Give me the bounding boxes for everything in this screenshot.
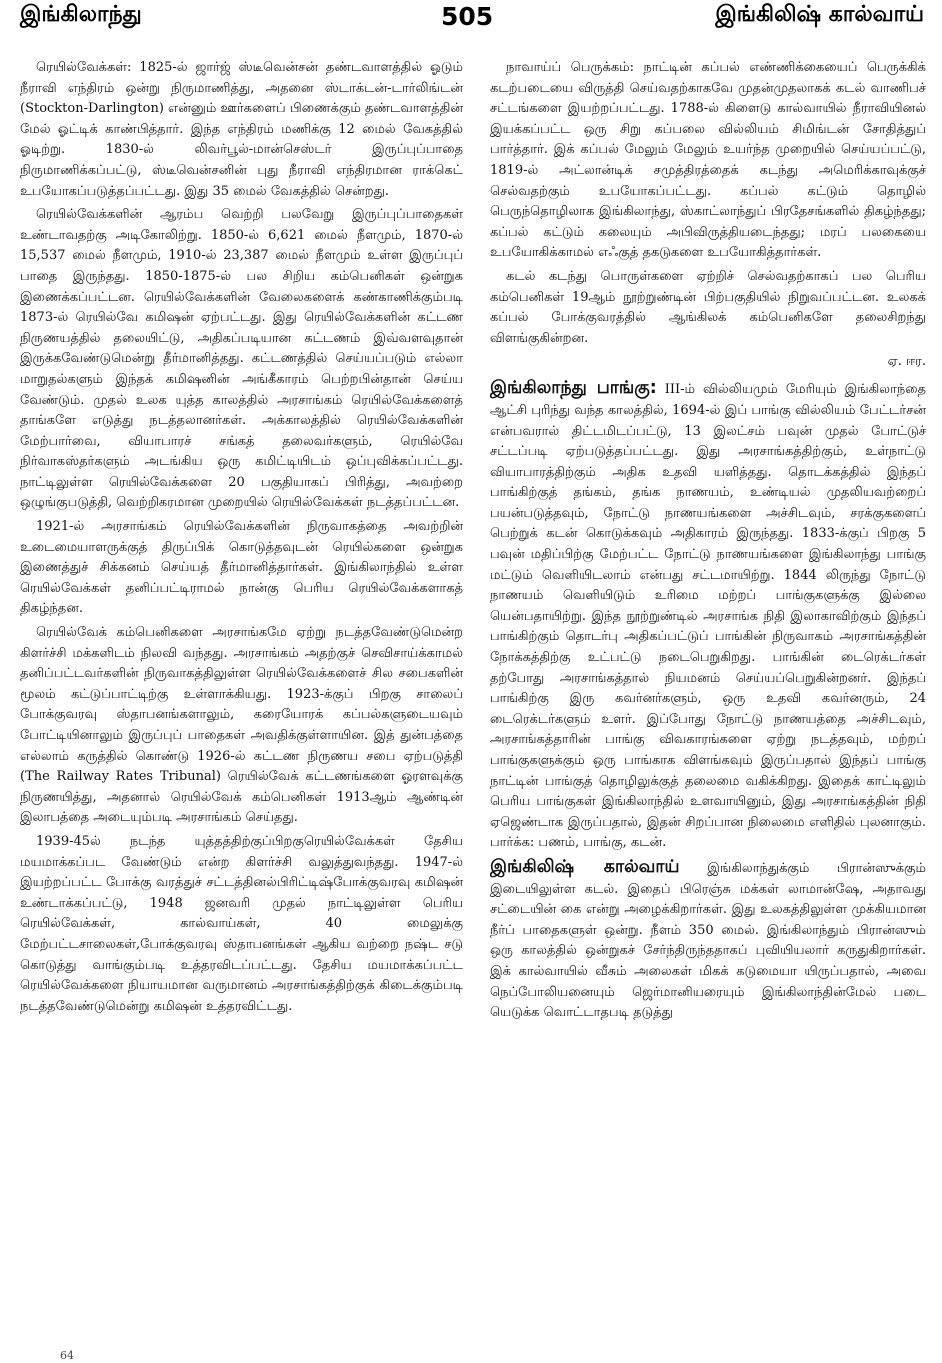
railway-growth-paragraph: ரெயில்வேக்களின் ஆரம்ப வெற்றி பலவேறு இருப்புப்பாதைகள் உண்டாவதற்கு அடிகோலிற்று. 1850-ல் 6,621 மைல் நீளமும், 1870-ல் 15,537 மைல் நீளமும், 1910-ல் 23,387 மைல் நீளமும் உள்ள இருப்புப் பாதை இருந்தது. 1850-1875-ல் பல சிறிய கம்பெனிகள் ஒன்றுக இணைக்கப்பட்டன. ரெயில்வேக்களின் வேலைகளைக் கண்காணிக்கும்படி 1873-ல் ரெயில்வே கமிஷன் ஏற்பட்டது. இது ரெயில்வேக்களின் கட்டண நிருணயத்தில் தலையிட்டு, அதிகப்படியான கட்டணம் இவ்வளவுதான் இருக்கவேண்டுமென்று தீர்மானித்தது. கட்டணத்தில் செய்யப்படும் எல்லா மாறுதல்களும் இந்தக் கமிஷனின் அங்கீகாரம் பெற்றபின்தான் செய்ய வேண்டும். முதல் உலக யுத்த காலத்தில் அரசாங்கம் ரெயில்வேக்களைத் தாங்களே எடுத்து நடத்தலானர்கள். அக்காலத்தில் ரெயில்வேக்களின் மேற்பார்வை, வியாபாரச் சங்கத் தலைவர்களும், ரெயில்வே நிர்வாகஸ்தர்களும் அடங்கிய ஒரு கமிட்டியிடம் ஒப்புவிக்கப்பட்டது. நாட்டிலுள்ள ரெயில்வேக்களை 20 பகுதியாகப் பிரித்து, அவற்றை ஒழுங்குபடுத்தி, வெற்றிகரமான முறையில் ரெயில்வேக்கள் நடத்தப்பட்டன. [20,207,463,511]
shipping-companies-paragraph: கடல் கடந்து பொருள்களை ஏற்றிச் செல்வதற்காகப் பல பெரிய கம்பெனிகள் 19ஆம் நூற்றுண்டின் பிற்பகுதியில் நிறுவப்பட்டன. உலகக் கப்பல் போக்குவரத்தில் ஆங்கிலக் கம்பெனிகளே தலைசிறந்து விளங்குகின்றன. [490,268,926,346]
shipping-paragraph: நாவாய்ப் பெருக்கம்: நாட்டின் கப்பல் எண்ணிக்கையைப் பெருக்கிக் கடற்படையை விருத்தி செய்வதற்காகவே முதன்முதலாகக் கடல் வாணிபச் சட்டங்களை இயற்றப்பட்டது. 1788-ல் கிளைடு கால்வாயில் நீராவியினல் இயக்கப்பட்ட ஒரு சிறு கப்பலை வில்லியம் சிமிங்டன் சோதித்துப் பார்த்தார். இக் கப்பல் மேலும் மேலும் உயர்ந்த முறையில் செய்யப்பட்டு, 1819-ல் அட்லான்டிக் சமுத்திரத்தைக் கடந்து அமெரிக்காவுக்குச் செல்வதற்கும் உபயோகப்பட்டது. கப்பல் கட்டும் தொழில் பெருந்தொழிலாக இங்கிலாந்து, ஸ்காட்லாந்துப் பிரதேசங்களில் திகழ்ந்தது; கப்பல் கட்டும் கலையும் அபிவிருத்தியடைந்தது; மரப் பலகையை உபயோகிக்காமல் எஃகுத் தகடுகளை உபயோகித்தார்கள். [490,60,926,261]
left-column [20,58,463,1348]
page-number: 505 [441,2,494,31]
footer-mark: 64 [60,1349,74,1362]
channel-entry [490,857,926,1024]
railways-paragraph: ரெயில்வேக்கள்: 1825-ல் ஜார்ஜ் ஸ்டீவென்சன் தண்டவாளத்தில் ஓடும் நீராவி எந்திரம் ஒன்று நிருமாணித்து, அதனை ஸ்டாக்டன்-டார்லிங்டன் (Stockton-Darlington) என்னும் ஊர்களைப் பிணைக்கும் தண்டவாளத்தின் மேல் ஓட்டிக் காண்பித்தார். இந்த எந்திரம் மணிக்கு 12 மைல் வேகத்தில் ஓடிற்று. 1830-ல் லிவர்பூல்-மான்செஸ்டர் இருப்புப்பாதை நிருமாணிக்கப்பட்டு, ஸ்டீவென்சனின் புது நீராவி எந்திரமான ராக்கெட் உபயோகப்படுத்தப்பட்டது. இது 35 மைல் வேகத்தில் சென்றது. [20,60,463,199]
author-signature: ஏ. ஈர. [887,354,926,370]
header-left-title: இங்கிலாந்து [20,2,142,27]
railway-control-paragraph: ரெயில்வேக் கம்பெனிகளை அரசாங்கமே ஏற்று நடத்தவேண்டுமென்ற கிளர்ச்சி மக்களிடம் நிலவி வந்தது. அரசாங்கம் அதற்குச் செவிசாய்க்காமல் தனிப்பட்டவர்களின் நிருவாகத்திலுள்ள ரெயில்வேக்களைச் சில சபைகளின் மூலம் கட்டுப்பாட்டிற்கு உள்ளாக்கியது. 1923-க்குப் பிறகு சாலைப் போக்குவரவு ஸ்தாபனங்களாலும், கரையோரக் கப்பல்களுடையவும் போட்டியினாலும் இருப்புப் பாதைகள் அவதிக்குள்ளாயின. இத் துன்பத்தை எல்லாம் கருத்தில் கொண்டு 1926-ல் கட்டண நிருணய சபை ஏற்படுத்தி (The Railway Rates Tribunal) ரெயில்வேக் கட்டணங்களை ஓரளவுக்கு நிருணயித்து, அதனால் ரெயில்வேக் கம்பெனிகள் 1913ஆம் ஆண்டின் இலாபத்தை அடையும்படி அரசாங்கம் செய்தது. [20,625,463,826]
bank-entry [490,378,926,854]
right-column [490,58,926,1348]
bank-entry-title: இங்கிலாந்து பாங்கு: [490,378,657,399]
bank-entry-text: III-ம் வில்லியமும் மேரியும் இங்கிலாந்தை ஆட்சி புரிந்து வந்த காலத்தில், 1694-ல் இப் பாங்கு வில்லியம் பேட்டர்சன் என்பவரால் திட்டமிடப்பட்டு, 13 இலட்சம் பவுன் முதல் போட்டுச் சட்டப்படி ஏற்படுத்தப்பட்டது. இது அரசாங்கத்திற்கும், உள்நாட்டு வியாபாரத்திற்கும் அதிக உதவி யளித்தது. தொடக்கத்தில் இந்தப் பாங்கிற்குத் தங்கம், தங்க நாணயம், உண்டியல் முதலியவற்றைப் பயன்படுத்தவும், நோட்டு நாணயங்களை அச்சிடவும், சரக்குகளைப் பெற்றுக் கடன் கொடுக்கவும் அதிகாரம் இருந்தது. 1833-க்குப் பிறகு 5 பவுன் மதிப்பிற்கு மேற்பட்ட நோட்டு நாணயங்களை இங்கிலாந்து பாங்கு மட்டும் வெளியிடலாம் என்பது சட்டமாயிற்று. 1844 லிருந்து நோட்டு நாணயம் வெளியிடும் உரிமை மற்றப் பாங்குகளுக்கு இல்லை யென்பதாயிற்று. இந்த நூற்றுண்டில் அரசாங்க நிதி இலாகாவிற்கும் இந்தப் பாங்கிற்கும் தொடர்பு அதிகப்பட்டுப் பாங்கின் நிருவாகம் அரசாங்கத்தின் நோக்கத்திற்கு உட்பட்டு நடைபெறுகிறது. பாங்கின் டைரெக்டர்கள் தற்போது அரசாங்கத்தால் நியமனம் செய்யப்பெறுகின்றனர். இந்தப் பாங்கிற்கு இரு கவர்னர்களும், ஒரு உதவி கவர்னரும், 24 டைரெக்டர்களும் உளர். இப்போது நோட்டு நாணயத்தை அச்சிடவும், அரசாங்கத்தாரின் பாங்கு விவகாரங்களை ஏற்று நடத்தவும், மற்றப் பாங்குகளுக்கும் ஒரு பாங்காக விளங்கவும் இருப்பதால் இந்தப் பாங்கு நாட்டின் பாங்குத் தொழிலுக்குத் தலைமை வகிக்கிறது. இதைக் காட்டிலும் பெரிய பாங்குகள் இங்கிலாந்தில் உளவாயினும், இது அரசாங்கத்தின் நிதி ஏஜெண்டாக இருப்பதால், இதன் சிறப்பான நிலைமை எளிதில் புலனாகும். பார்க்க: பணம், பாங்கு, கடன். [490,382,926,851]
channel-entry-text: இங்கிலாந்துக்கும் பிரான்ஸுக்கும் இடையிலுள்ள கடல். இதைப் பிரெஞ்சு மக்கள் லாமான்ஷே, அதாவது சட்டையின் கை என்று அழைக்கிறார்கள். இது உலகத்திலுள்ள முக்கியமான நீர்ப் பாதைகளுள் ஒன்று. நீளம் 350 மைல். இங்கிலாந்தும் பிரான்ஸும் ஒரு காலத்தில் ஒன்றுகச் சேர்ந்திருந்ததாகப் புவியியலார் கருதுகிறார்கள். இக் கால்வாயில் வீசும் அலைகள் மிகக் கடுமையா யிருப்பதால், அவை நெப்போலியனையும் ஜெர்மானியரையும் இங்கிலாந்தின்மேல் படை யெடுக்க வொட்டாதபடி தடுத்து [490,860,926,1021]
railway-1921-paragraph: 1921-ல் அரசாங்கம் ரெயில்வேக்களின் நிருவாகத்தை அவற்றின் உடைமையாளருக்குத் திருப்பிக் கொடுத்தவுடன் ரெயில்களை ஒன்றுக இணைத்துச் சிக்கனம் செய்யத் தீர்மானித்தார்கள். இங்கிலாந்தில் உள்ள ரெயில்வேக்கள் தனிப்பட்டிராமல் நான்கு பெரிய ரெயில்வேக்களாகத் திகழ்ந்தன. [20,519,463,617]
railway-nationalisation-paragraph: 1939-45ல் நடந்த யுத்தத்திற்குப்பிறகுரெயில்வேக்கள் தேசிய மயமாக்கப்பட வேண்டும் என்ற கிளர்ச்சி வலுத்துவந்தது. 1947-ல் இயற்றப்பட்ட போக்கு வரத்துச் சட்டத்தினல்பிரிட்டிஷ்போக்குவரவு கமிஷன் உண்டாக்கப்பட்டு, 1948 ஜனவரி முதல் நாட்டிலுள்ள பெரிய ரெயில்வேக்கள், கால்வாய்கள், 40 மைலுக்கு மேற்பட்டசாலைகள்,போக்குவரவு ஸ்தாபனங்கள் ஆகிய வற்றை நஷ்ட சடு கொடுத்து வாங்கும்படி உத்தரவிடப்பட்டது. தேசிய மயமாக்கப்பட்ட ரெயில்வேக்களை நியாயமான வருமானம் அரசாங்கத்திற்குக் கிடைக்கும்படி நடத்தவேண்டுமென்று கமிஷன் உத்தரவிட்டது. [20,833,463,1014]
running-header [0,2,942,42]
channel-entry-title: இங்கிலிஷ் கால்வாய் [490,856,680,877]
header-right-title: இங்கிலிஷ் கால்வாய் [715,2,924,27]
